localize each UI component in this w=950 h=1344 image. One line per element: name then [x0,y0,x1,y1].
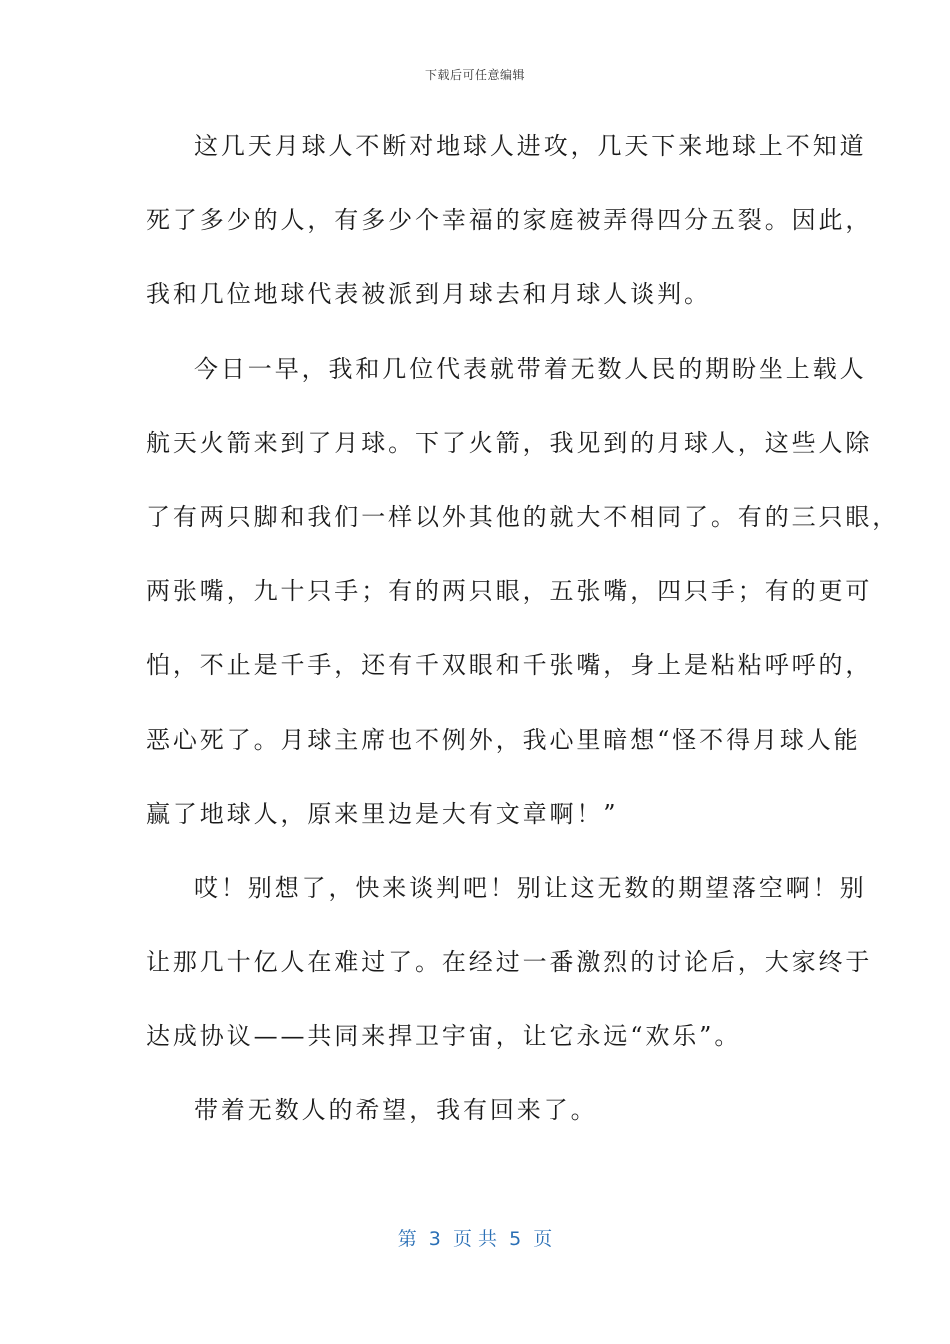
paragraph-2-line-6: 恶心死了。月球主席也不例外，我心里暗想“怪不得月球人能 [146,725,861,754]
paragraph-3-line-3: 达成协议——共同来捍卫宇宙，让它永远“欢乐”。 [146,1022,742,1051]
paragraph-1-line-2: 死了多少的人，有多少个幸福的家庭被弄得四分五裂。因此， [146,206,873,235]
page-header: 下载后可任意编辑 [424,68,525,82]
paragraph-2-line-7: 赢了地球人，原来里边是大有文章啊！” [146,799,619,828]
paragraph-2-line-4: 两张嘴，九十只手；有的两只眼，五张嘴，四只手；有的更可 [146,577,873,606]
page-number-footer: 第 3 页 共 5 页 [397,1228,553,1250]
document-body [146,118,900,1157]
paragraph-2-line-3: 了有两只脚和我们一样以外其他的就大不相同了。有的三只眼， [146,502,900,531]
paragraph-1-line-3: 我和几位地球代表被派到月球去和月球人谈判。 [146,280,711,309]
paragraph-1-line-1: 这几天月球人不断对地球人进攻，几天下来地球上不知道 [194,132,867,160]
paragraph-2-line-1: 今日一早，我和几位代表就带着无数人民的期盼坐上载人 [194,354,867,383]
paragraph-3-line-2: 让那几十亿人在难过了。在经过一番激烈的讨论后，大家终于 [146,948,873,977]
paragraph-2-line-2: 航天火箭来到了月球。下了火箭，我见到的月球人，这些人除 [146,428,873,457]
paragraph-4-line-1: 带着无数人的希望，我有回来了。 [194,1096,598,1125]
paragraph-2-line-5: 怕，不止是千手，还有千双眼和千张嘴，身上是粘粘呼呼的， [146,651,873,680]
paragraph-3-line-1: 哎！别想了，快来谈判吧！别让这无数的期望落空啊！别 [194,873,867,902]
